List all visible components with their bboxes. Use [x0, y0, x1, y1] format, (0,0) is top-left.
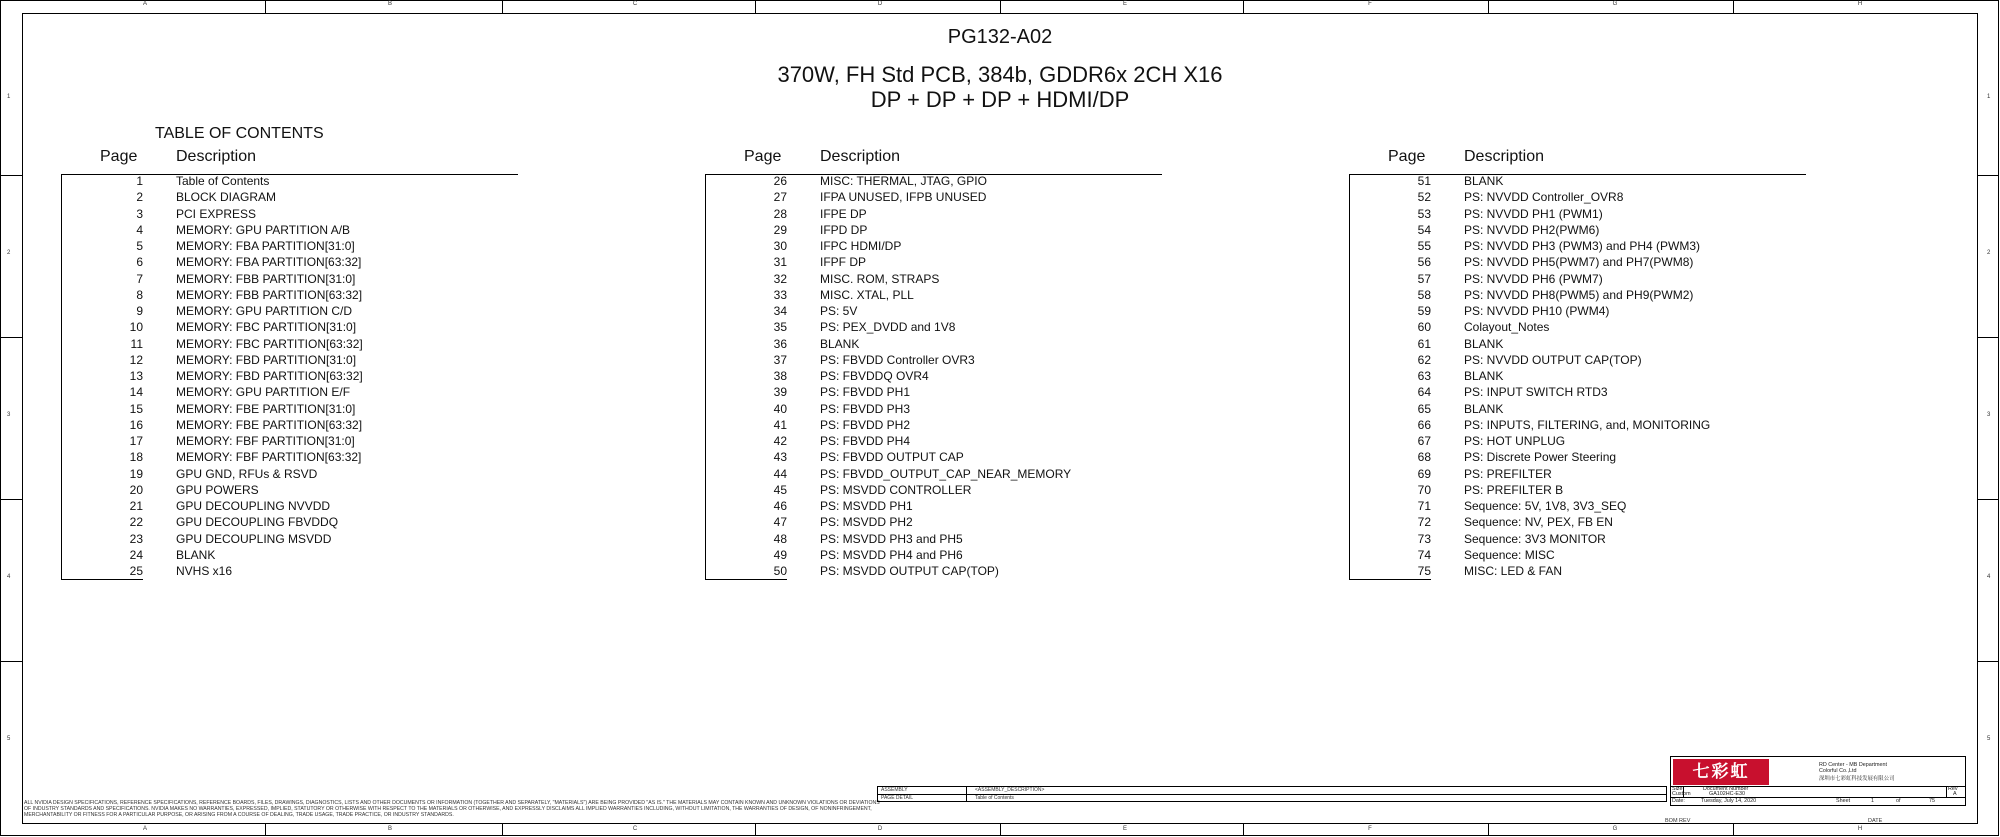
toc-page-number: 48 [773, 531, 787, 546]
toc-description: GPU DECOUPLING MSVDD [176, 531, 332, 546]
toc-page-number: 60 [1417, 320, 1431, 335]
toc-page-number: 46 [773, 499, 787, 513]
sheet-label: Sheet [1836, 798, 1851, 804]
toc-page-number: 2 [136, 190, 143, 205]
toc-description: PS: NVVDD PH2(PWM6) [1464, 222, 1600, 237]
toc-description: PS: FBVDDQ OVR4 [820, 369, 929, 383]
toc-description: PS: MSVDD OUTPUT CAP(TOP) [820, 564, 999, 578]
sheet-value: 1 [1871, 798, 1874, 804]
toc-page-number: 6 [136, 255, 143, 270]
toc-description: MISC. ROM, STRAPS [820, 271, 940, 286]
toc-col1-page-header: Page [100, 148, 138, 165]
toc-description: MISC: THERMAL, JTAG, GPIO [820, 174, 987, 188]
board-spec-line1: 370W, FH Std PCB, 384b, GDDR6x 2CH X16 [777, 62, 1223, 87]
toc-description: IFPC HDMI/DP [820, 239, 902, 253]
toc-page-number: 52 [1417, 190, 1431, 205]
toc-page-number: 15 [129, 401, 143, 416]
docnum-value: GA102HC-E30 [1709, 791, 1745, 797]
toc-description: MEMORY: FBF PARTITION[31:0] [176, 434, 355, 448]
zone-tick [265, 0, 266, 13]
toc-description: PS: MSVDD PH1 [820, 499, 913, 513]
toc-page-number: 16 [129, 417, 143, 432]
assembly-block [877, 786, 1667, 802]
toc-page-number: 49 [773, 547, 787, 562]
toc-description: MISC: LED & FAN [1464, 564, 1563, 578]
toc-page-number: 39 [773, 385, 787, 400]
dept-line2: Colorful Co.,Ltd [1819, 768, 1857, 774]
date-label: Date: [1672, 798, 1685, 804]
toc-description: MEMORY: FBD PARTITION[31:0] [176, 352, 357, 367]
toc-page-number: 64 [1417, 385, 1431, 400]
toc-description: PS: PREFILTER [1464, 466, 1552, 481]
zone-tick [502, 0, 503, 13]
toc-description: Sequence: 5V, 1V8, 3V3_SEQ [1464, 499, 1627, 513]
toc-description: PS: NVVDD PH5(PWM7) and PH7(PWM8) [1464, 255, 1694, 270]
zone-col-b: B [387, 1, 392, 7]
toc-page-number: 26 [773, 174, 787, 188]
zone-tick [0, 499, 22, 500]
zone-tick [755, 823, 756, 836]
toc-page-number: 17 [129, 434, 143, 448]
toc-description: GPU POWERS [176, 482, 259, 497]
toc-description: MISC. XTAL, PLL [820, 287, 914, 302]
toc-description: BLANK [820, 336, 860, 351]
toc-page-number: 74 [1417, 547, 1431, 562]
toc-page-number: 41 [773, 417, 787, 432]
toc-page-number: 24 [129, 547, 143, 562]
assembly-label: ASSEMBLY [881, 787, 908, 793]
toc-description: BLANK [1464, 401, 1504, 416]
toc-page-number: 9 [136, 304, 143, 318]
toc-description: PS: NVVDD PH6 (PWM7) [1464, 271, 1603, 286]
toc-page-number: 27 [773, 190, 787, 205]
toc-description: Sequence: 3V3 MONITOR [1464, 531, 1606, 546]
zone-row-4: 4 [7, 574, 11, 580]
toc-page-number: 36 [773, 336, 787, 351]
toc-description: PS: FBVDD Controller OVR3 [820, 352, 975, 367]
toc-page-number: 35 [773, 320, 787, 335]
toc-description: PS: INPUT SWITCH RTD3 [1464, 385, 1608, 400]
toc-description: PS: MSVDD PH3 and PH5 [820, 531, 963, 546]
toc-description: MEMORY: FBE PARTITION[31:0] [176, 401, 356, 416]
toc-page-number: 32 [773, 271, 787, 286]
zone-col-b-bottom: B [387, 826, 392, 832]
toc-description: PS: MSVDD PH2 [820, 515, 913, 530]
toc-description: BLANK [1464, 369, 1504, 383]
dept-line1: RD Center - MB Department [1819, 762, 1888, 768]
toc-page-number: 28 [773, 206, 787, 221]
zone-row-2: 2 [7, 250, 11, 256]
toc-page-number: 18 [129, 450, 143, 465]
toc-description: PS: Discrete Power Steering [1464, 450, 1617, 465]
of-label: of [1896, 798, 1901, 804]
toc-page-number: 75 [1417, 564, 1431, 578]
date-value: Tuesday, July 14, 2020 [1701, 798, 1757, 804]
toc-page-number: 29 [773, 222, 787, 237]
bom-rev-label: BOM REV [1665, 818, 1691, 824]
toc-col3-desc-header: Description [1464, 148, 1545, 165]
zone-col-f: F [1368, 1, 1372, 7]
toc-page-number: 34 [773, 304, 787, 318]
zone-tick [1977, 337, 1999, 338]
zone-tick [1488, 823, 1489, 836]
toc-page-number: 50 [773, 564, 787, 578]
toc-description: MEMORY: FBD PARTITION[63:32] [176, 369, 363, 383]
toc-description: MEMORY: FBC PARTITION[63:32] [176, 336, 363, 351]
toc-description: MEMORY: FBA PARTITION[63:32] [176, 255, 362, 270]
toc-description: PS: NVVDD OUTPUT CAP(TOP) [1464, 352, 1642, 367]
page-detail-value: Table of Contents [975, 795, 1014, 801]
zone-row-1: 1 [7, 94, 11, 100]
toc-description: GPU GND, RFUs & RSVD [176, 466, 318, 481]
board-spec-line2: DP + DP + DP + HDMI/DP [870, 87, 1130, 112]
total-sheets-value: 75 [1929, 798, 1935, 804]
toc-page-number: 73 [1417, 531, 1431, 546]
toc-description: PS: PREFILTER B [1464, 482, 1564, 497]
toc-page-number: 11 [130, 336, 143, 351]
toc-description: PS: MSVDD PH4 and PH6 [820, 547, 963, 562]
toc-description: MEMORY: GPU PARTITION E/F [176, 385, 351, 400]
toc-description: Colayout_Notes [1464, 320, 1550, 335]
toc-page-number: 37 [773, 352, 787, 367]
toc-page-number: 19 [129, 466, 143, 481]
zone-row-2-right: 2 [1987, 250, 1991, 256]
toc-page-number: 22 [129, 515, 143, 530]
toc-page-number: 8 [136, 287, 143, 302]
size-value: Custom [1672, 791, 1691, 797]
toc-description: PS: NVVDD PH10 (PWM4) [1464, 304, 1610, 318]
toc-page-number: 56 [1417, 255, 1431, 270]
toc-page-number: 68 [1417, 450, 1431, 465]
toc-description: BLANK [1464, 174, 1504, 188]
toc-description: MEMORY: FBF PARTITION[63:32] [176, 450, 362, 465]
toc-description: PS: FBVDD PH2 [820, 417, 911, 432]
zone-tick [0, 175, 22, 176]
toc-description: PS: NVVDD PH8(PWM5) and PH9(PWM2) [1464, 287, 1694, 302]
zone-col-e: E [1122, 1, 1127, 7]
zone-tick [1000, 0, 1001, 13]
toc-description: Table of Contents [176, 174, 270, 188]
toc-col1-desc-header: Description [176, 148, 257, 165]
toc-page-number: 7 [136, 271, 143, 286]
toc-page-number: 13 [129, 369, 143, 383]
toc-col3-page-header: Page [1388, 148, 1426, 165]
toc-page-number: 70 [1417, 482, 1431, 497]
zone-row-5-right: 5 [1987, 736, 1991, 742]
zone-col-h: H [1857, 1, 1863, 7]
zone-col-d: D [877, 1, 883, 7]
toc-description: MEMORY: GPU PARTITION C/D [176, 304, 353, 318]
toc-description: PCI EXPRESS [176, 206, 257, 221]
title-block [1670, 756, 1966, 806]
toc-description: IFPA UNUSED, IFPB UNUSED [820, 190, 987, 205]
toc-page-number: 58 [1417, 287, 1431, 302]
toc-page-number: 63 [1417, 369, 1431, 383]
legal-disclaimer: ALL NVIDIA DESIGN SPECIFICATIONS, REFERENCE SPECIFICATIONS, REFERENCE BOARDS, FILES, DRAWINGS, DIAGNOSTICS, LISTS AND OTHER DOCUMENTS OR INFORMATION (TOGETHER AND SEPARATELY, "MATERIALS") ARE BEING PROVIDED "AS IS." THE MATERIALS MAY CONTAIN KNOWN AND UNKNOWN VIOLATIONS OR DEVIATIONS OF INDUSTRY STANDARDS AND SPECIFICATIONS. NVIDIA MAKES NO WARRANTIES, EXPRESSED, IMPLIED, STATUTORY OR OTHERWISE WITH RESPECT TO THE MATERIALS OR OTHERWISE, AND EXPRESSLY DISCLAIMS ALL IMPLIED WARRANTIES INCLUDING, WITHOUT LIMITATION, THE WARRANTIES OF DESIGN, OF NONINFRINGEMENT, MERCHANTABILITY OR FITNESS FOR A PARTICULAR PURPOSE, OR ARISING FROM A COURSE OF DEALING, TRADE USAGE, TRADE PRACTICE, OR INDUSTRY STANDARDS. [24, 800, 880, 818]
toc-description: Sequence: NV, PEX, FB EN [1464, 515, 1613, 530]
toc-col2-page-header: Page [744, 148, 782, 165]
zone-col-h-bottom: H [1857, 826, 1863, 832]
colorful-logo: 七彩虹 [1673, 759, 1769, 785]
zone-tick [265, 823, 266, 836]
toc-page-number: 23 [129, 531, 143, 546]
toc-description: PS: HOT UNPLUG [1464, 434, 1566, 448]
toc-description: BLANK [176, 547, 216, 562]
toc-page-number: 47 [773, 515, 787, 530]
toc-description: BLOCK DIAGRAM [176, 190, 277, 205]
toc-page-number: 53 [1417, 206, 1431, 221]
size-label: Size [1672, 786, 1683, 792]
zone-col-d-bottom: D [877, 826, 883, 832]
toc-page-number: 66 [1417, 417, 1431, 432]
zone-tick [1733, 0, 1734, 13]
zone-col-c: C [632, 1, 638, 7]
rev-label: Rev [1948, 786, 1958, 792]
zone-tick [1488, 0, 1489, 13]
zone-tick [0, 661, 22, 662]
toc-description: PS: NVVDD PH1 (PWM1) [1464, 206, 1603, 221]
zone-tick [502, 823, 503, 836]
assembly-divider-h [878, 794, 1666, 795]
assembly-value: <ASSEMBLY_DESCRIPTION> [975, 787, 1045, 793]
toc-description: PS: MSVDD CONTROLLER [820, 482, 972, 497]
toc-description: GPU DECOUPLING NVVDD [176, 499, 331, 513]
toc-page-number: 71 [1417, 499, 1431, 513]
dept-line3: 深圳市七彩虹科技发展有限公司 [1819, 776, 1895, 782]
zone-row-3-right: 3 [1987, 412, 1991, 418]
zone-col-g-bottom: G [1612, 826, 1618, 832]
toc-page-number: 55 [1417, 239, 1431, 253]
zone-tick [755, 0, 756, 13]
toc-page-number: 40 [773, 401, 787, 416]
toc-page-number: 5 [136, 239, 143, 253]
zone-col-a-bottom: A [142, 826, 147, 832]
zone-col-a: A [142, 1, 147, 7]
toc-description: PS: INPUTS, FILTERING, and, MONITORING [1464, 417, 1711, 432]
toc-page-number: 67 [1417, 434, 1431, 448]
zone-tick [1000, 823, 1001, 836]
toc-description: PS: NVVDD Controller_OVR8 [1464, 190, 1624, 205]
zone-col-c-bottom: C [632, 826, 638, 832]
zone-tick [1977, 499, 1999, 500]
zone-tick [1733, 823, 1734, 836]
toc-page-number: 10 [129, 320, 143, 335]
toc-page-number: 57 [1417, 271, 1431, 286]
toc-col2-desc-header: Description [820, 148, 901, 165]
toc-title: TABLE OF CONTENTS [155, 125, 324, 142]
toc-description: PS: 5V [820, 304, 858, 318]
zone-tick [1243, 0, 1244, 13]
toc-page-number: 33 [773, 287, 787, 302]
toc-description: MEMORY: FBB PARTITION[63:32] [176, 287, 363, 302]
toc-description: PS: FBVDD PH4 [820, 434, 911, 448]
toc-page-number: 44 [773, 466, 787, 481]
zone-row-4-right: 4 [1987, 574, 1991, 580]
docnum-label: Document Number [1703, 786, 1749, 792]
board-id-title: PG132-A02 [947, 26, 1053, 48]
toc-page-number: 38 [773, 369, 787, 383]
toc-description: MEMORY: FBB PARTITION[31:0] [176, 271, 356, 286]
toc-description: PS: FBVDD_OUTPUT_CAP_NEAR_MEMORY [820, 466, 1072, 481]
toc-description: MEMORY: GPU PARTITION A/B [176, 222, 351, 237]
toc-description: BLANK [1464, 336, 1504, 351]
toc-description: PS: PEX_DVDD and 1V8 [820, 320, 956, 335]
page-detail-label: PAGE DETAIL [881, 795, 914, 801]
zone-row-3: 3 [7, 412, 11, 418]
toc-page-number: 45 [773, 482, 787, 497]
zone-tick [1977, 661, 1999, 662]
toc-description: MEMORY: FBC PARTITION[31:0] [176, 320, 357, 335]
toc-description: PS: FBVDD OUTPUT CAP [820, 450, 964, 465]
toc-page-number: 61 [1417, 336, 1431, 351]
zone-tick [0, 337, 22, 338]
toc-page-number: 25 [129, 564, 143, 578]
toc-page-number: 30 [773, 239, 787, 253]
toc-page-number: 51 [1417, 174, 1431, 188]
zone-row-5: 5 [7, 736, 11, 742]
zone-tick [1977, 175, 1999, 176]
toc-page-number: 31 [773, 255, 787, 270]
toc-page-number: 12 [129, 352, 143, 367]
date-footer-label: DATE [1868, 818, 1883, 824]
zone-col-f-bottom: F [1368, 826, 1372, 832]
toc-description: NVHS x16 [176, 564, 233, 578]
zone-row-1-right: 1 [1987, 94, 1991, 100]
toc-page-number: 3 [136, 206, 143, 221]
toc-page-number: 69 [1417, 466, 1431, 481]
toc-description: IFPF DP [820, 255, 867, 270]
toc-page-number: 1 [136, 174, 143, 188]
toc-description: IFPE DP [820, 206, 867, 221]
toc-description: PS: FBVDD PH3 [820, 401, 911, 416]
toc-page-number: 42 [773, 434, 787, 448]
toc-page-number: 54 [1417, 222, 1431, 237]
toc-page-number: 72 [1417, 515, 1431, 530]
zone-tick [1243, 823, 1244, 836]
toc-page-number: 21 [129, 499, 143, 513]
toc-description: IFPD DP [820, 222, 868, 237]
toc-description: PS: FBVDD PH1 [820, 385, 911, 400]
toc-page-number: 4 [136, 222, 143, 237]
toc-page-number: 20 [129, 482, 143, 497]
toc-page-number: 62 [1417, 352, 1431, 367]
toc-page-number: 65 [1417, 401, 1431, 416]
toc-page-number: 59 [1417, 304, 1431, 318]
zone-col-e-bottom: E [1122, 826, 1127, 832]
toc-description: PS: NVVDD PH3 (PWM3) and PH4 (PWM3) [1464, 239, 1701, 253]
rev-value: A [1953, 791, 1957, 797]
toc-description: Sequence: MISC [1464, 547, 1555, 562]
toc-description: GPU DECOUPLING FBVDDQ [176, 515, 339, 530]
tb-divider [1946, 786, 1947, 797]
toc-page-number: 14 [129, 385, 143, 400]
toc-description: MEMORY: FBA PARTITION[31:0] [176, 239, 355, 253]
zone-col-g: G [1612, 1, 1618, 7]
toc-description: MEMORY: FBE PARTITION[63:32] [176, 417, 363, 432]
toc-page-number: 43 [773, 450, 787, 465]
